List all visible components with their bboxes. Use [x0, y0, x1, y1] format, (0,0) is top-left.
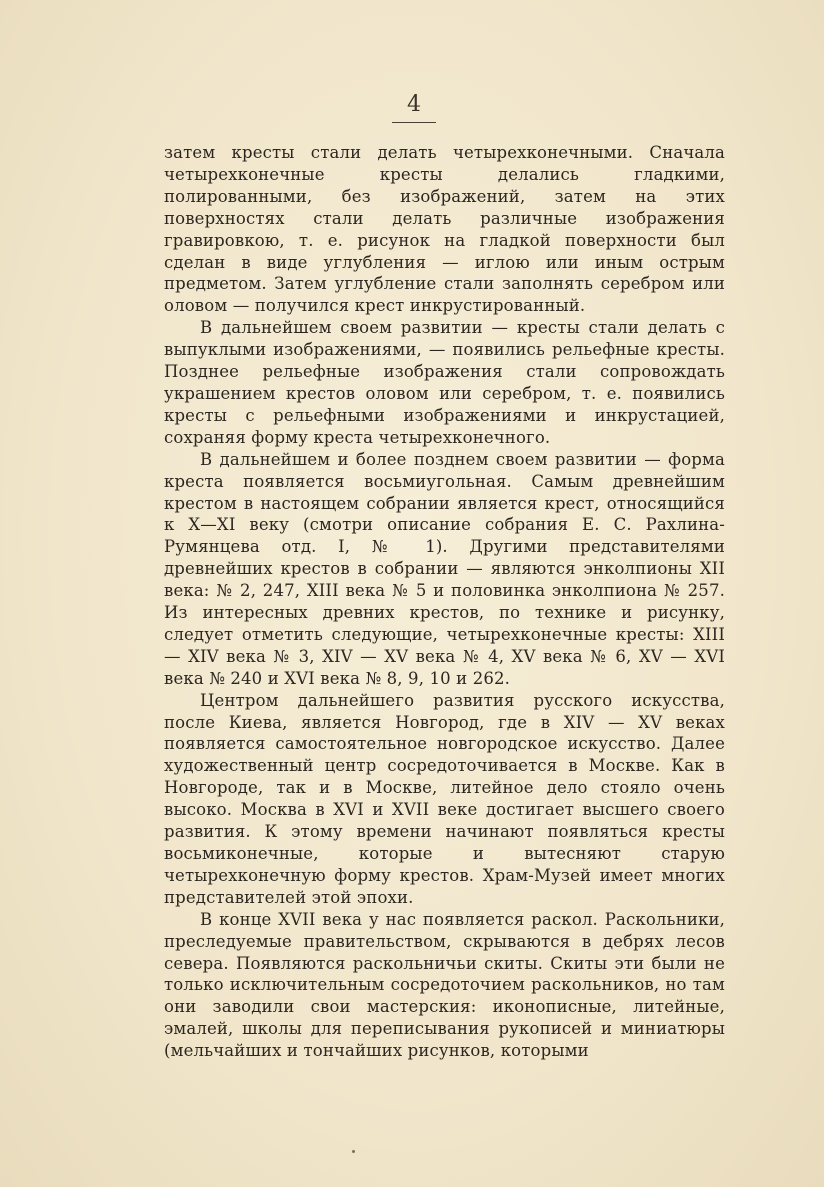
paragraph-1: затем кресты стали делать четырехконечными. Сначала четырехконечные кресты делались гладкими, полированными, без изображений, затем на этих поверхностях стали делать различные изображения гравировкою, т. е. рисунок на гладкой поверхности был сделан в виде углубления — иглою или иным острым предметом. Затем углубление стали заполнять серебром или оловом — получился крест инкрустированный.	[164, 143, 725, 316]
paragraph-4: Центром дальнейшего развития русского искусства, после Киева, является Новгород, где в XIV — XV веках появляется самостоятельное новгородское искусство. Далее художественный центр сосредоточивается в Москве. Как в Новгороде, так и в Москве, литейное дело стояло очень высоко. Москва в XVI и XVII веке достигает высшего своего развития. К этому времени начинают появляться кресты восьмиконечные, которые и вытесняют старую четырехконечную форму крестов. Храм-Музей имеет многих представителей этой эпохи.	[164, 690, 725, 907]
paragraph-2: В дальнейшем своем развитии — кресты стали делать с выпуклыми изображениями, — появились рельефные кресты. Позднее рельефные изображения стали сопровождать украшением крестов оловом или серебром, т. е. появились кресты с рельефными изображениями и инкрустацией, сохраняя форму креста четырехконечного.	[164, 318, 725, 447]
page-number: 4	[407, 92, 421, 117]
page-number-rule	[392, 122, 436, 123]
body-text	[164, 142, 725, 1062]
paragraph-3: В дальнейшем и более позднем своем развитии — форма креста появляется восьмиугольная. Самым древнейшим крестом в настоящем собрании является крест, относящийся к X—XI веку (смотри описание собрания Е. С. Рахлина-Румянцева отд. I, № 1). Другими представителями древнейших крестов в собрании — являются энколпионы XII века: № 2, 247, XIII века № 5 и половинка энколпиона № 257. Из интересных древних крестов, по технике и рисунку, следует отметить следующие, четырехконечные кресты: XIII — XIV века № 3, XIV — XV века № 4, XV века № 6, XV — XVI века № 240 и XVI века № 8, 9, 10 и 262.	[164, 449, 725, 688]
paper-speck	[352, 1150, 355, 1153]
paragraph-5: В конце XVII века у нас появляется раскол. Раскольники, преследуемые правительством, скрываются в дебрях лесов севера. Появляются раскольничьи скиты. Скиты эти были не только исключительным сосредоточием раскольников, но там они заводили свои мастерския: иконописные, литейные, эмалей, школы для переписывания рукописей и миниатюры (мельчайших и тончайших рисунков, которыми	[164, 909, 725, 1061]
